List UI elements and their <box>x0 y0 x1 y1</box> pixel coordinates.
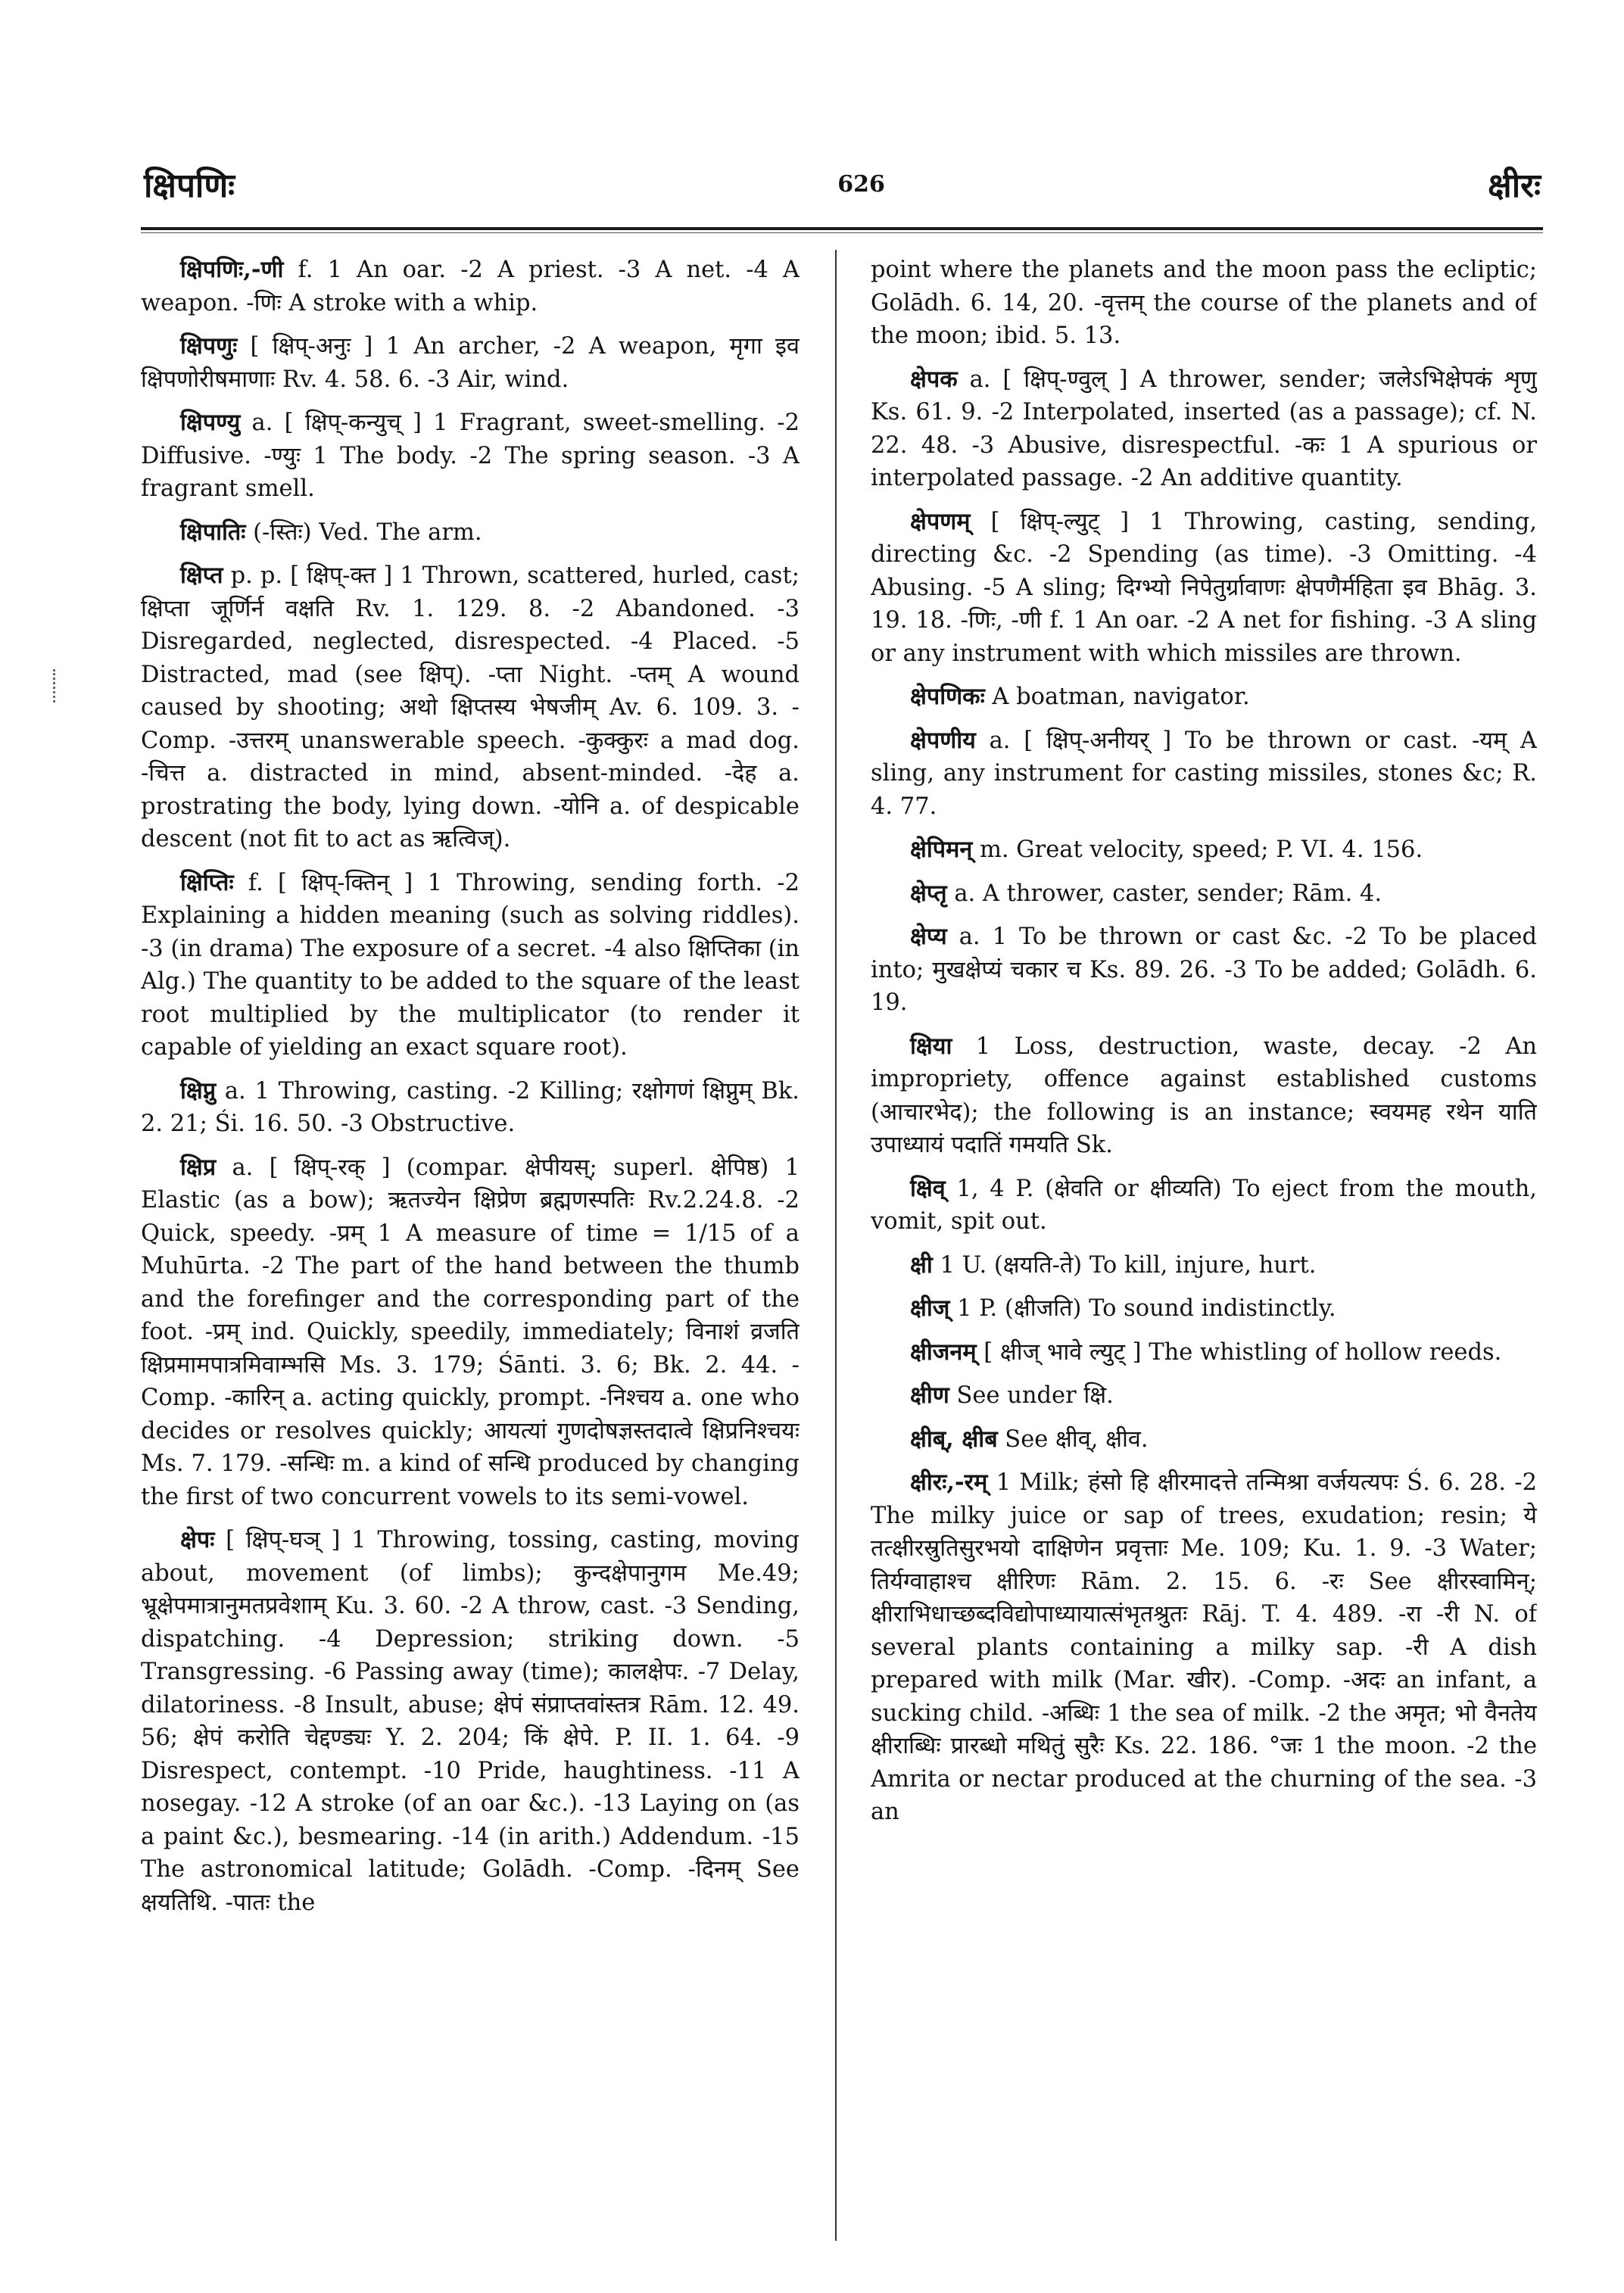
dictionary-entry <box>141 330 800 396</box>
left-guide-word: क्षिपणिः <box>144 167 235 205</box>
dictionary-entry <box>141 407 800 506</box>
entry-definition: A boatman, navigator. <box>984 684 1250 710</box>
column-divider <box>835 250 837 2241</box>
entry-headword: क्षेपः <box>180 1526 215 1553</box>
entry-definition: 1 P. (क्षीजति) To sound indistinctly. <box>949 1295 1336 1322</box>
entry-definition: a. [ क्षिप्-अनीयर् ] To be thrown or cast. -यम् A sling, any instrument for casting missiles, stones &c; R. 4. 77. <box>871 727 1537 820</box>
entry-headword: क्षिप्त <box>180 562 223 589</box>
dictionary-entry <box>871 877 1537 911</box>
entry-definition: [ क्षिप्-अनुः ] 1 An archer, -2 A weapon, मृगा इव क्षिपणोरीषमाणाः Rv. 4. 58. 6. -3 Air, wind. <box>141 333 800 393</box>
dictionary-entry <box>141 516 800 550</box>
dictionary-entry <box>871 724 1537 824</box>
right-column <box>871 254 1537 2245</box>
entry-headword: क्षीब्, क्षीब <box>910 1425 998 1453</box>
dictionary-entry <box>871 1423 1537 1456</box>
dictionary-entry <box>141 559 800 856</box>
page-number: 626 <box>837 170 885 198</box>
dictionary-entry <box>871 1292 1537 1326</box>
dictionary-entry <box>871 254 1537 353</box>
dictionary-entry <box>871 1030 1537 1162</box>
entry-headword: क्षिपातिः <box>180 518 246 546</box>
entry-headword: क्षेपणिकः <box>910 683 985 710</box>
entry-definition: [ क्षिप्-ल्युट् ] 1 Throwing, casting, sending, directing &c. -2 Spending (as time). -3 Omitting. -4 Abusing. -5 A sling; दिग्भ्यो निपेतुर्ग्रावाणः क्षेपणैर्महिता इव Bhāg. 3. 19. 18. -णिः, -णी f. 1 An oar. -2 A net for fishing. -3 A sling or any instrument with which missiles are thrown. <box>871 508 1537 667</box>
entry-headword: क्षेप्य <box>910 923 947 950</box>
entry-definition: a. [ क्षिप्-कन्युच् ] 1 Fragrant, sweet-smelling. -2 Diffusive. -ण्युः 1 The body. -2 The spring season. -3 A fragrant smell. <box>141 410 800 502</box>
entry-definition: f. 1 An oar. -2 A priest. -3 A net. -4 A weapon. -णिः A stroke with a whip. <box>141 257 800 316</box>
entry-definition: f. [ क्षिप्-क्तिन् ] 1 Throwing, sending forth. -2 Explaining a hidden meaning (such as solving riddles). -3 (in drama) The exposure of a secret. -4 also क्षिप्तिका (in Alg.) The quantity to be added to the square of the least root multiplied by the multiplicator (to render it capable of yielding an exact square root). <box>141 869 800 1061</box>
dictionary-entry <box>871 1249 1537 1282</box>
entry-definition: [ क्षिप्-घञ् ] 1 Throwing, tossing, casting, moving about, movement (of limbs); कुन्दक्षेपानुगम Me.49; भ्रूक्षेपमात्रानुमतप्रवेशाम् Ku. 3. 60. -2 A throw, cast. -3 Sending, dispatching. -4 Depression; striking down. -5 Transgressing. -6 Passing away (time); कालक्षेपः. -7 Delay, dilatoriness. -8 Insult, abuse; क्षेपं संप्राप्तवांस्तत्र Rām. 12. 49. 56; क्षेपं करोति चेद्दण्ड्यः Y. 2. 204; किं क्षेपे. P. II. 1. 64. -9 Disrespect, contempt. -10 Pride, haughtiness. -11 A nosegay. -12 A stroke (of an oar &c.). -13 Laying on (as a paint &c.), besmearing. -14 (in arith.) Addendum. -15 The astronomical latitude; Golādh. -Comp. -दिनम् See क्षयतिथि. -पातः the <box>141 1527 800 1916</box>
right-guide-word: क्षीरः <box>1488 167 1541 205</box>
dictionary-entry <box>871 833 1537 867</box>
dictionary-entry <box>871 1173 1537 1238</box>
entry-definition: a. 1 Throwing, casting. -2 Killing; रक्षोगणं क्षिप्नुम् Bk. 2. 21; Śi. 16. 50. -3 Obstructive. <box>141 1077 800 1137</box>
entry-headword: क्षीज् <box>910 1294 950 1322</box>
entry-headword: क्षेपक <box>910 365 958 393</box>
entry-headword: क्षिप्र <box>180 1153 217 1181</box>
entry-headword: क्षीरः,-रम् <box>910 1469 988 1496</box>
entry-headword: क्षीजनम् <box>910 1338 977 1366</box>
entry-headword: क्षिया <box>910 1032 952 1060</box>
entry-headword: क्षी <box>910 1251 933 1279</box>
entry-definition: (-स्तिः) Ved. The arm. <box>245 519 482 546</box>
dictionary-entry <box>871 506 1537 671</box>
entry-definition: See under क्षि. <box>949 1382 1114 1409</box>
header-rule-thin <box>141 232 1543 233</box>
entry-headword: क्षेप्तृ <box>910 879 947 907</box>
entry-headword: क्षिव् <box>910 1174 946 1202</box>
page-header <box>144 157 1541 210</box>
entry-headword: क्षिपणुः <box>180 332 238 360</box>
dictionary-entry <box>871 1379 1537 1413</box>
dictionary-entry <box>141 1075 800 1141</box>
entry-definition: a. [ क्षिप्-रक् ] (compar. क्षेपीयस्; superl. क्षेपिष्ठ) 1 Elastic (as a bow); ऋतज्येन क्षिप्रेण ब्रह्मणस्पतिः Rv.2.24.8. -2 Quick, speedy. -प्रम् 1 A measure of time = 1/15 of a Muhūrta. -2 The part of the hand between the thumb and the forefinger and the corresponding part of the foot. -प्रम् ind. Quickly, speedily, immediately; विनाशं व्रजति क्षिप्रमामपात्रमिवाम्भसि Ms. 3. 179; Śānti. 3. 6; Bk. 2. 44. -Comp. -कारिन् a. acting quickly, prompt. -निश्चय a. one who decides or resolves quickly; आयत्यां गुणदोषज्ञस्तदात्वे क्षिप्रनिश्चयः Ms. 7. 179. -सन्धिः m. a kind of सन्धि produced by changing the first of two concurrent vowels to its semi-vowel. <box>141 1154 800 1510</box>
entry-definition: 1 U. (क्षयति-ते) To kill, injure, hurt. <box>932 1251 1317 1279</box>
entry-definition: [ क्षीज् भावे ल्युट् ] The whistling of hollow reeds. <box>976 1338 1502 1366</box>
entry-definition: point where the planets and the moon pass the ecliptic; Golādh. 6. 14, 20. -वृत्तम् the course of the planets and of the moon; ibid. 5. 13. <box>871 257 1537 349</box>
entry-definition: a. 1 To be thrown or cast &c. -2 To be placed into; मुखक्षेप्यं चकार च Ks. 89. 26. -3 To be added; Golādh. 6. 19. <box>871 924 1537 1016</box>
entry-headword: क्षेपणम् <box>910 507 971 535</box>
entry-definition: a. [ क्षिप्-ण्वुल् ] A thrower, sender; जलेऽभिक्षेपकं शृणु Ks. 61. 9. -2 Interpolated, inserted (as a passage); cf. N. 22. 48. -3 Abusive, disrespectful. -कः 1 A spurious or interpolated passage. -2 An additive quantity. <box>871 366 1537 491</box>
left-column <box>141 254 800 2245</box>
dictionary-entry <box>871 1336 1537 1369</box>
entry-definition: m. Great velocity, speed; P. VI. 4. 156. <box>972 837 1423 863</box>
dictionary-entry <box>871 681 1537 714</box>
entry-headword: क्षिप्तिः <box>180 868 234 896</box>
dictionary-entry <box>871 1466 1537 1829</box>
dictionary-entry <box>141 1524 800 1919</box>
header-rule <box>141 227 1543 230</box>
entry-definition: 1 Loss, destruction, waste, decay. -2 An impropriety, offence against established customs (आचारभेद); the following is an instance; स्वयमह रथेन याति उपाध्यायं पदातिं गमयति Sk. <box>871 1033 1537 1158</box>
entry-headword: क्षिपण्यु <box>180 409 241 436</box>
dictionary-entry <box>871 921 1537 1020</box>
entry-definition: See क्षीव्, क्षीव. <box>997 1425 1149 1453</box>
entry-headword: क्षिपणिः,-णी <box>180 256 284 283</box>
entry-headword: क्षेपणीय <box>910 726 976 754</box>
entry-headword: क्षीण <box>910 1382 949 1409</box>
dictionary-entry <box>141 254 800 319</box>
dictionary-entry <box>141 867 800 1064</box>
entry-definition: 1 Milk; हंसो हि क्षीरमादत्ते तन्मिश्रा वर्जयत्यपः Ś. 6. 28. -2 The milky juice or sap of trees, exudation; resin; ये तत्क्षीरस्रुतिसुरभयो दाक्षिणेन प्रवृत्ताः Me. 109; Ku. 1. 9. -3 Water; तिर्यग्वाहाश्च क्षीरिणः Rām. 2. 15. 6. -रः See क्षीरस्वामिन्; क्षीराभिधाच्छब्दविद्योपाध्यायात्संभृतश्रुतः Rāj. T. 4. 489. -रा -री N. of several plants containing a milky sap. -री A dish prepared with milk (Mar. खीर). -Comp. -अदः an infant, a sucking child. -अब्धिः 1 the sea of milk. -2 the अमृत; भो वैनतेय क्षीराब्धिः प्रारब्धो मथितुं सुरैः Ks. 22. 186. °जः 1 the moon. -2 the Amrita or nectar produced at the churning of the sea. -3 an <box>871 1469 1537 1825</box>
entry-headword: क्षेपिमन् <box>910 836 973 863</box>
entry-definition: a. A thrower, caster, sender; Rām. 4. <box>946 880 1382 907</box>
dictionary-entry <box>871 363 1537 495</box>
entry-definition: p. p. [ क्षिप्-क्त ] 1 Thrown, scattered, hurled, cast; क्षिप्ता जूर्णिर्न वक्षति Rv. 1. 129. 8. -2 Abandoned. -3 Disregarded, neglected, disrespected. -4 Placed. -5 Distracted, mad (see क्षिप्). -प्ता Night. -प्तम् A wound caused by shooting; अथो क्षिप्तस्य भेषजीम् Av. 6. 109. 3. -Comp. -उत्तरम् unanswerable speech. -कुक्कुरः a mad dog. -चित्त a. distracted in mind, absent-minded. -देह a. prostrating the body, lying down. -योनि a. of despicable descent (not fit to act as ऋत्विज्). <box>141 562 800 852</box>
margin-mark <box>53 669 89 703</box>
dictionary-entry <box>141 1151 800 1514</box>
entry-headword: क्षिप्नु <box>180 1076 217 1104</box>
entry-definition: 1, 4 P. (क्षेवति or क्षीव्यति) To eject from the mouth, vomit, spit out. <box>871 1175 1537 1235</box>
